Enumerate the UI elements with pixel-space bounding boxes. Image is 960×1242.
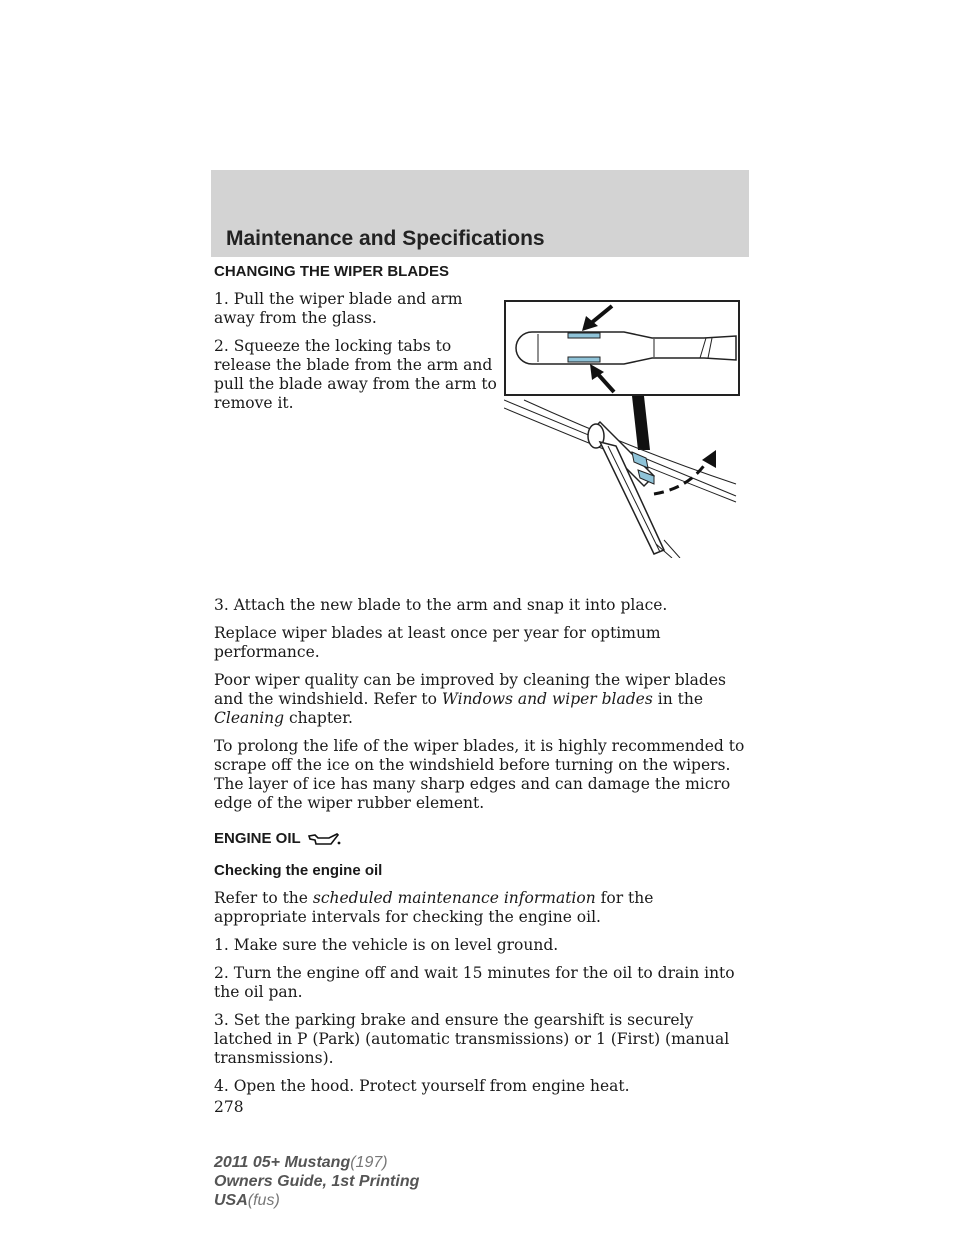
engine-oil-heading: ENGINE OIL <box>214 830 301 847</box>
footer-line-3: USA(fus) <box>214 1192 280 1209</box>
wiper-step-2: 2. Squeeze the locking tabs to release the blade from the arm and pull the blade away from the arm to remove it. <box>214 337 497 412</box>
oil-step-4: 4. Open the hood. Protect yourself from engine heat. <box>214 1077 630 1095</box>
cross-reference-cleaning: Cleaning <box>214 709 285 727</box>
wiper-step-3: 3. Attach the new blade to the arm and snap it into place. <box>214 596 668 614</box>
oil-step-3: 3. Set the parking brake and ensure the gearshift is securely latched in P (Park) (automatic transmissions) or 1 (First) (manual transmissions). <box>214 1011 730 1067</box>
footer-line-2: Owners Guide, 1st Printing <box>214 1173 420 1190</box>
wiper-prolong-paragraph: To prolong the life of the wiper blades, it is highly recommended to scrape off the ice on the windshield before turning on the wipers. The layer of ice has many sharp edges and can damage the micro edge of the wiper rubber element. <box>214 737 745 812</box>
page-number: 278 <box>214 1098 244 1116</box>
cross-reference-maintenance: scheduled maintenance information <box>312 889 596 907</box>
wiper-replace-note: Replace wiper blades at least once per year for optimum performance. <box>214 624 661 661</box>
check-oil-subheading: Checking the engine oil <box>214 862 383 879</box>
oil-refer-paragraph: Refer to the scheduled maintenance information for the appropriate intervals for checking the engine oil. <box>214 889 654 926</box>
oil-can-icon <box>307 831 341 852</box>
section-header-band <box>211 170 749 257</box>
oil-step-1: 1. Make sure the vehicle is on level ground. <box>214 936 559 954</box>
engine-oil-heading-row <box>214 829 748 852</box>
section-title: Maintenance and Specifications <box>226 227 545 250</box>
wiper-step-1: 1. Pull the wiper blade and arm away from the glass. <box>214 290 463 327</box>
footer-line-1: 2011 05+ Mustang(197) <box>214 1154 388 1171</box>
cross-reference-windows: Windows and wiper blades <box>441 690 653 708</box>
oil-step-2: 2. Turn the engine off and wait 15 minutes for the oil to drain into the oil pan. <box>214 964 735 1001</box>
print-footer <box>214 1153 419 1210</box>
wiper-quality-paragraph: Poor wiper quality can be improved by cleaning the wiper blades and the windshield. Refer to Windows and wiper blades in the Cleaning chapter. <box>214 671 726 727</box>
wiper-heading: CHANGING THE WIPER BLADES <box>214 263 450 280</box>
page-content <box>214 262 748 1117</box>
figure-spacer <box>214 422 748 596</box>
